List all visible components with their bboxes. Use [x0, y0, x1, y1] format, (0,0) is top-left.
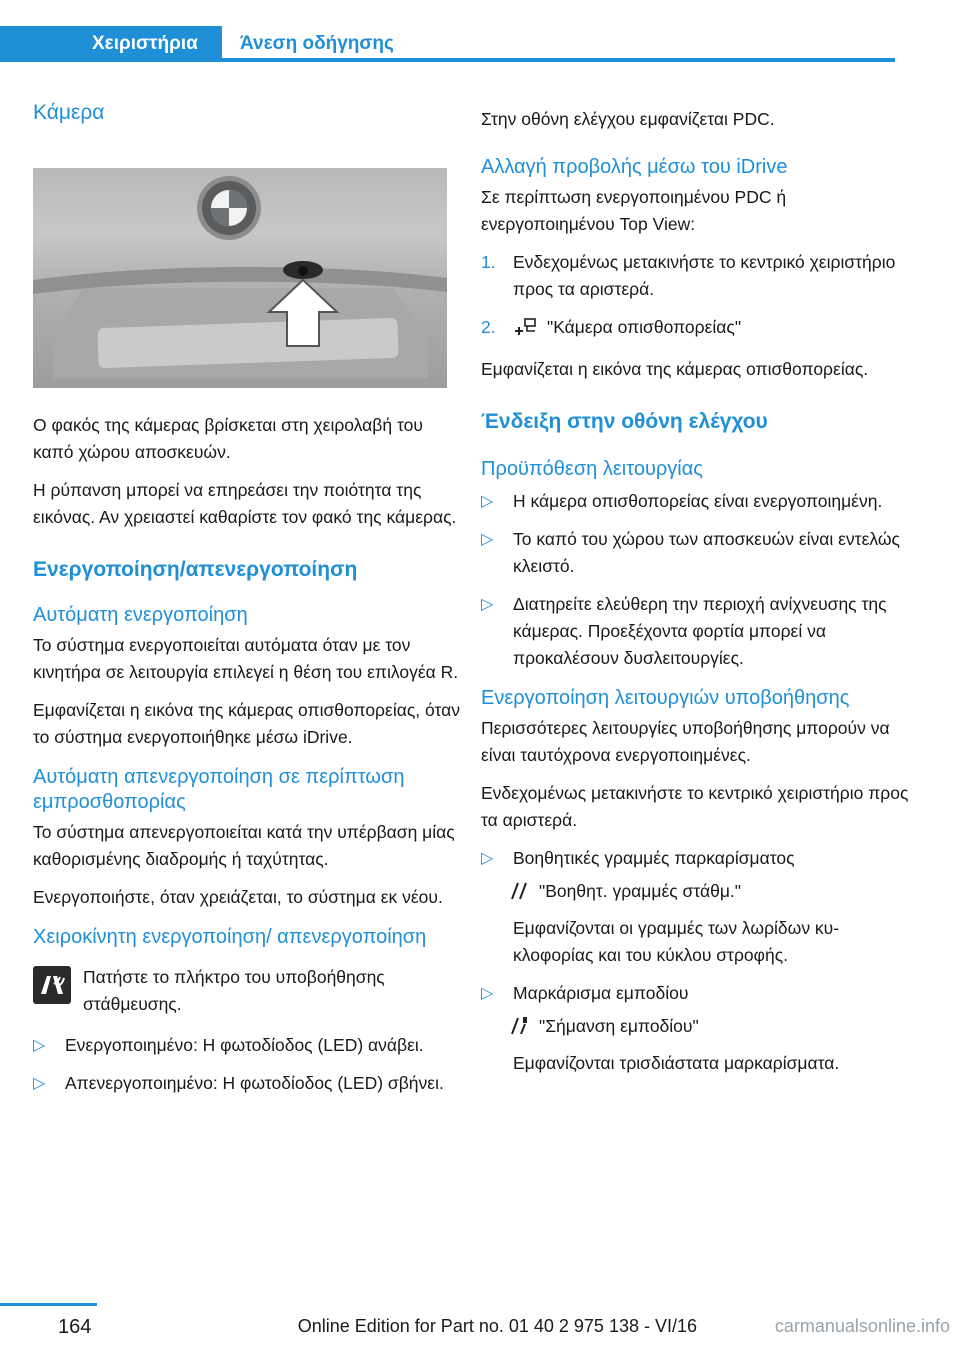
header-rule: [222, 58, 895, 62]
triangle-bullet-icon: ▷: [481, 850, 494, 867]
list-item: ▷ Η κάμερα οπισθοπορείας είναι ενεργοποιημένη.: [481, 488, 911, 515]
page-number: 164: [58, 1316, 92, 1338]
triangle-bullet-icon: ▷: [33, 1075, 46, 1092]
list-item: 1. Ενδεχομένως μετακινήστε το κεντρικό χειριστήριο προς τα αριστερά.: [481, 252, 896, 299]
list-item: ▷ Βοηθητικές γραμμές παρκαρίσματος "Βοηθητ. γραμμές στάθμ." Εμφανίζονται οι γραμμές των λωρίδων κυκλοφορίας και του κύκλου στροφής.: [481, 845, 911, 969]
park-assist-button-row: [33, 964, 463, 1018]
pdc-shown-text: Στην οθόνη ελέγχου εμφανίζεται PDC.: [481, 109, 775, 129]
heading-change-view: Αλλαγή προβολής μέσω του iDrive: [481, 156, 788, 178]
list-item: ▷ Απενεργοποιημένο: Η φωτοδίοδος (LED) σβήνει.: [33, 1070, 463, 1097]
heading-manual: Χειροκίνητη ενεργοποίηση/ απενεργοποίηση: [33, 926, 427, 948]
heading-precondition: Προϋπόθεση λειτουργίας: [481, 458, 703, 480]
change-view-text: Σε περίπτωση ενεργοποιημένου PDC ή ενεργοποιημένου Top View:: [481, 187, 787, 234]
triangle-bullet-icon: ▷: [481, 493, 494, 510]
section-title-camera: Κάμερα: [33, 101, 105, 124]
triangle-bullet-icon: ▷: [481, 596, 494, 613]
assist-functions-text: Περισσότερες λειτουργίες υποβοήθησης μπορούν να είναι ταυτόχρονα ενεργοποιημένες.: [481, 718, 890, 765]
section-tab-controls[interactable]: Χειριστήρια: [0, 26, 222, 62]
precondition-list: [481, 488, 911, 672]
lens-cleaning-text: Η ρύπανση μπορεί να επηρεάσει την ποιότητα της εικόνας. Αν χρειαστεί καθαρίστε τον φακό της κάμερας.: [33, 480, 457, 527]
assist-items-list: [481, 845, 911, 1077]
auto-deactivation-text-2: Ενεργοποιήστε, όταν χρειάζεται, το σύστημα εκ νέου.: [33, 887, 443, 907]
right-column: [481, 106, 911, 1088]
led-status-list: [33, 1032, 463, 1097]
list-item: ▷ Μαρκάρισμα εμποδίου "Σήμανση εμποδίου" Εμφανίζονται τρισδιάστατα μαρκαρίσματα.: [481, 980, 911, 1077]
park-assist-button-icon: [33, 966, 71, 1004]
list-item: ▷ Το καπό του χώρου των αποσκευών είναι εντελώς κλειστό.: [481, 526, 911, 580]
watermark-text: carmanualsonline.info: [774, 1316, 950, 1336]
left-column: [33, 100, 463, 1108]
obstacle-marking-icon: [509, 1014, 531, 1044]
triangle-bullet-icon: ▷: [481, 531, 494, 548]
parking-lines-icon: [509, 881, 531, 909]
camera-image-shown-text: Εμφανίζεται η εικόνα της κάμερας οπισθοπορείας.: [481, 359, 869, 379]
rear-camera-icon: [513, 317, 539, 345]
list-item: ▷ Διατηρείτε ελεύθερη την περιοχή ανίχνευσης της κάμερας. Προεξέχοντα φορτία μπορεί να προκαλέσουν δυσλειτουργίες.: [481, 591, 911, 672]
heading-activation: Ενεργοποίηση/απενεργοποίηση: [33, 558, 358, 581]
lens-location-text: Ο φακός της κάμερας βρίσκεται στη χειρολαβή του καπό χώρου αποσκευών.: [33, 415, 423, 462]
triangle-bullet-icon: ▷: [481, 985, 494, 1002]
auto-activation-text-2: Εμφανίζεται η εικόνα της κάμερας οπισθοπορείας, όταν το σύστημα ενεργοποιήθηκε μέσω iDrive.: [33, 700, 460, 747]
page-header: [0, 0, 960, 62]
list-item: ▷ Ενεργοποιημένο: Η φωτοδίοδος (LED) ανάβει.: [33, 1032, 463, 1059]
auto-deactivation-text: Το σύστημα απενεργοποιείται κατά την υπέρβαση μίας καθορισμένης διαδρομής ή ταχύτητας.: [33, 822, 455, 869]
manual-activation-text: Πατήστε το πλήκτρο του υποβοήθησης στάθμευσης.: [83, 967, 385, 1014]
footer-rule: [0, 1303, 97, 1306]
assist-functions-text-2: Ενδεχομένως μετακινήστε το κεντρικό χειριστήριο προς τα αριστερά.: [481, 783, 909, 830]
heading-auto-deactivation: Αυτόματη απενεργοποίηση σε περίπτωση εμπροσθοπορίας: [33, 766, 405, 813]
heading-auto-activation: Αυτόματη ενεργοποίηση: [33, 604, 248, 626]
edition-text: Online Edition for Part no. 01 40 2 975 138 - VI/16: [297, 1316, 697, 1336]
steps-list: [481, 249, 911, 345]
auto-activation-text: Το σύστημα ενεργοποιείται αυτόματα όταν με τον κινητήρα σε λειτουργία επιλεγεί η θέση του επιλογέα R.: [33, 635, 459, 682]
camera-photo: [33, 168, 447, 388]
tailgate-illustration: [33, 168, 447, 388]
triangle-bullet-icon: ▷: [33, 1037, 46, 1054]
heading-assist-functions: Ενεργοποίηση λειτουργιών υποβοήθησης: [481, 687, 850, 709]
section-tab-driving-comfort[interactable]: Άνεση οδήγησης: [240, 33, 394, 54]
list-item: 2. "Κάμερα οπισθοπορείας": [481, 314, 911, 345]
heading-control-display: Ένδειξη στην οθόνη ελέγχου: [481, 410, 768, 433]
